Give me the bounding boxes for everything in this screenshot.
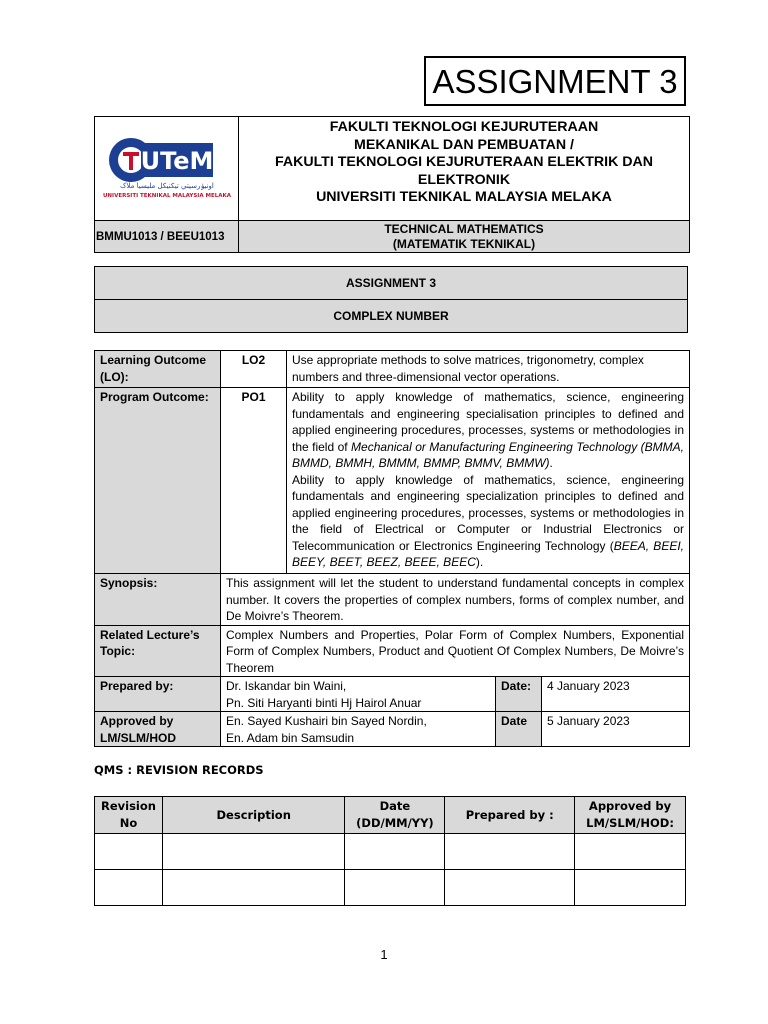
header-line: No bbox=[119, 816, 138, 830]
approved-date-label: Date bbox=[496, 712, 542, 747]
header-line: Approved by bbox=[588, 799, 672, 813]
header-line: Date bbox=[379, 799, 411, 813]
preparer-name: Pn. Siti Haryanti binti Hj Hairol Anuar bbox=[226, 695, 422, 710]
revision-header-prepared bbox=[445, 797, 575, 834]
approved-date: 5 January 2023 bbox=[542, 712, 690, 747]
prepared-names bbox=[221, 677, 496, 712]
details-table bbox=[94, 350, 690, 747]
po-text-mech-end: . bbox=[549, 456, 553, 470]
po-text-elec-programs: BEEA, BEEI, BEEY, BEET, BEEZ, BEEE, BEEC bbox=[292, 538, 684, 569]
revision-header-no bbox=[95, 797, 163, 834]
topic-label: Related Lecture’s Topic: bbox=[95, 625, 221, 677]
topic-text: Complex Numbers and Properties, Polar Form of Complex Numbers, Exponential Form of Complex Numbers, Product and Quotient Of Complex Numbers, De Moivre’s Theorem bbox=[221, 625, 690, 677]
subject-ms: (MATEMATIK TEKNIKAL) bbox=[392, 236, 536, 251]
revision-header-approved bbox=[575, 797, 686, 834]
preparer-name: Dr. Iskandar bin Waini, bbox=[226, 679, 347, 693]
header-line: Revision bbox=[100, 799, 156, 813]
lo-code: LO2 bbox=[221, 351, 287, 388]
po-text-mech: Ability to apply knowledge of mathematics, science, engineering fundamentals and engineering specialisation principles to defined and applied engineering procedures, processes, systems or methodologies in the field of bbox=[292, 390, 684, 454]
approved-label-line: LM/SLM/HOD bbox=[100, 730, 176, 745]
revision-table bbox=[94, 796, 686, 906]
po-code: PO1 bbox=[221, 388, 287, 574]
header-line: Prepared by : bbox=[465, 807, 554, 822]
synopsis-text: This assignment will let the student to understand fundamental concepts in complex number. It covers the properties of complex numbers, forms of complex number, and De Moivre’s Theorem. bbox=[221, 574, 690, 626]
header-table bbox=[94, 116, 690, 253]
approved-names bbox=[221, 712, 496, 747]
revision-cell bbox=[445, 834, 575, 870]
po-text bbox=[287, 388, 690, 574]
header-line: Description bbox=[216, 807, 291, 822]
revision-header-description bbox=[162, 797, 345, 834]
revision-cell bbox=[445, 870, 575, 906]
qms-title: QMS : REVISION RECORDS bbox=[94, 763, 264, 777]
prepared-date-label: Date: bbox=[496, 677, 542, 712]
approved-label bbox=[95, 712, 221, 747]
faculty-line: ELEKTRONIK bbox=[417, 171, 511, 188]
assignment-title-table bbox=[94, 266, 688, 333]
svg-text:UTeM: UTeM bbox=[140, 147, 213, 175]
subject-name bbox=[239, 221, 690, 253]
page-number: 1 bbox=[380, 947, 388, 962]
prepared-label: Prepared by: bbox=[95, 677, 221, 712]
revision-row bbox=[95, 870, 686, 906]
faculty-line: UNIVERSITI TEKNIKAL MALAYSIA MELAKA bbox=[316, 189, 612, 205]
approver-name: En. Sayed Kushairi bin Sayed Nordin, bbox=[226, 714, 427, 728]
svg-text:اونيۏرسيتي تيکنيکل مليسيا ملاک: اونيۏرسيتي تيکنيکل مليسيا ملاک bbox=[119, 182, 214, 190]
approver-name: En. Adam bin Samsudin bbox=[226, 730, 355, 745]
utem-logo-icon bbox=[99, 130, 235, 202]
faculty-line: MEKANIKAL DAN PEMBUATAN / bbox=[354, 136, 574, 153]
course-code: BMMU1013 / BEEU1013 bbox=[95, 221, 239, 253]
revision-header-date bbox=[345, 797, 445, 834]
faculty-line: FAKULTI TEKNOLOGI KEJURUTERAAN ELEKTRIK DAN bbox=[274, 154, 654, 170]
revision-cell bbox=[162, 834, 345, 870]
revision-cell bbox=[575, 870, 686, 906]
revision-cell bbox=[95, 870, 163, 906]
header-line: (DD/MM/YY) bbox=[356, 816, 434, 830]
revision-cell bbox=[95, 834, 163, 870]
assignment-box: ASSIGNMENT 3 bbox=[424, 56, 686, 106]
revision-cell bbox=[162, 870, 345, 906]
approved-label-line: Approved by bbox=[100, 714, 174, 728]
revision-cell bbox=[575, 834, 686, 870]
faculty-heading bbox=[239, 117, 690, 221]
po-label: Program Outcome: bbox=[95, 388, 221, 574]
header-line: LM/SLM/HOD: bbox=[586, 816, 674, 830]
revision-cell bbox=[345, 834, 445, 870]
revision-row bbox=[95, 834, 686, 870]
po-text-mech-programs: Mechanical or Manufacturing Engineering Technology (BMMA, BMMD, BMMH, BMMM, BMMP, BMMV, BMMW) bbox=[292, 439, 684, 470]
po-text-elec-end: ). bbox=[475, 555, 484, 569]
lo-text: Use appropriate methods to solve matrices, trigonometry, complex numbers and three-dimensional vector operations. bbox=[287, 351, 690, 388]
prepared-date: 4 January 2023 bbox=[542, 677, 690, 712]
assignment-title: ASSIGNMENT 3 bbox=[95, 267, 688, 300]
po-text-elec: Ability to apply knowledge of mathematics, science, engineering fundamentals and engineering specialization principles to defined and applied engineering procedures, processes, systems or methodologies in the field of Electrical or Computer or Industrial Electronics or Telecommunication or Electronics Engineering Technology ( bbox=[292, 472, 684, 553]
lo-label: Learning Outcome (LO): bbox=[95, 351, 221, 388]
assignment-topic: COMPLEX NUMBER bbox=[95, 300, 688, 333]
subject-en: TECHNICAL MATHEMATICS bbox=[384, 222, 544, 236]
revision-cell bbox=[345, 870, 445, 906]
utem-logo bbox=[95, 117, 239, 221]
synopsis-label: Synopsis: bbox=[95, 574, 221, 626]
svg-text:UNIVERSITI TEKNIKAL MALAYSIA M: UNIVERSITI TEKNIKAL MALAYSIA MELAKA bbox=[102, 193, 231, 199]
faculty-line: FAKULTI TEKNOLOGI KEJURUTERAAN bbox=[329, 119, 599, 135]
